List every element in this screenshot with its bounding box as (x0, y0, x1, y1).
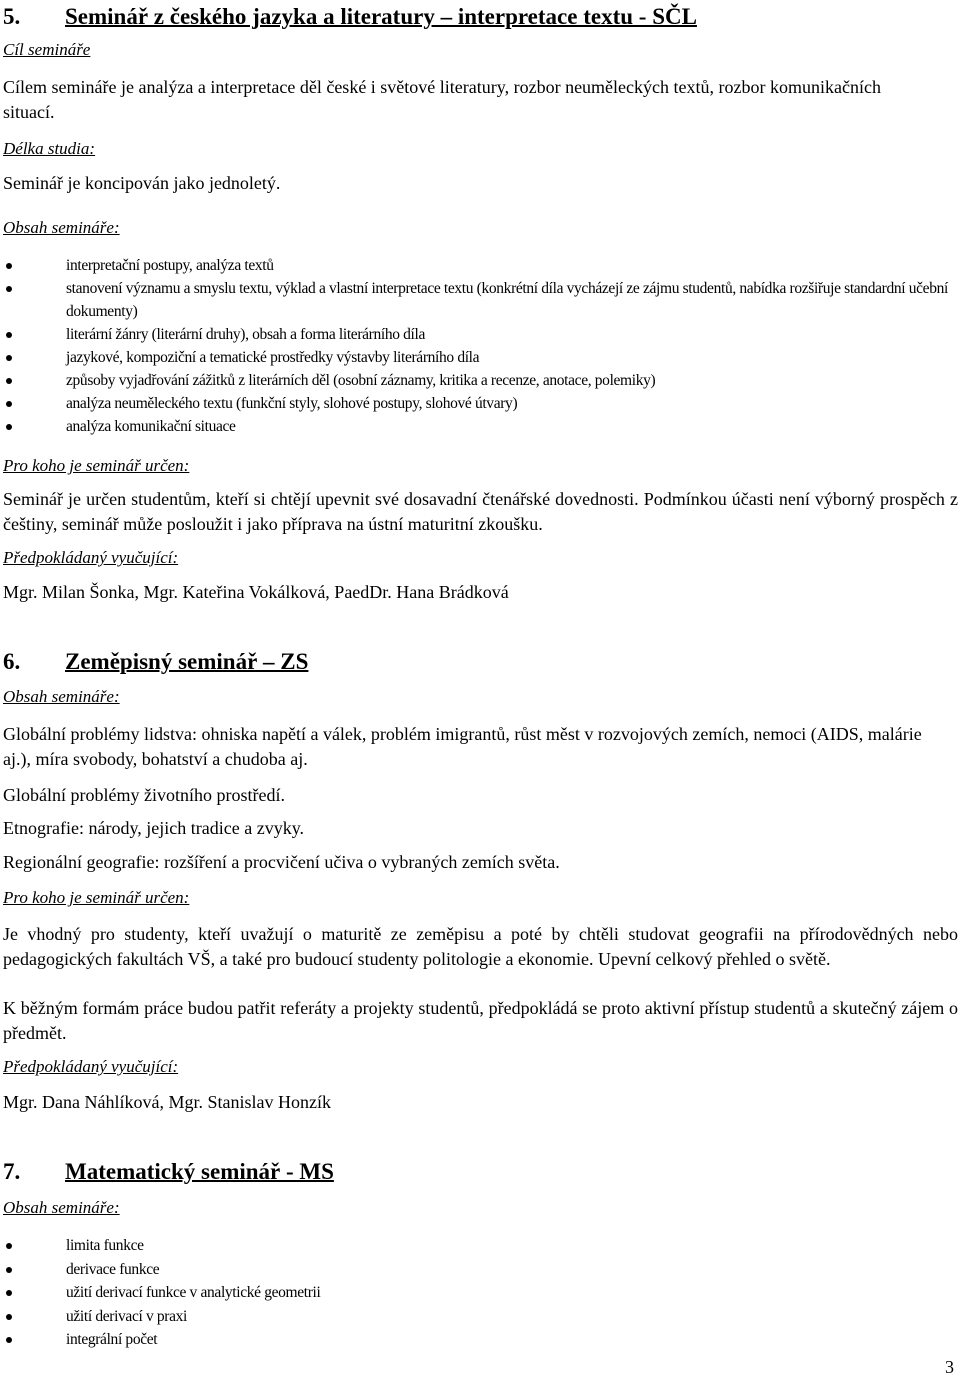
audience-label: Pro koho je seminář určen: (3, 456, 190, 475)
audience-text: Seminář je určen studentům, kteří si chtějí upevnit své dosavadní čtenářské dovednosti. Podmínkou účasti není výborný prospěch z češtiny, seminář může posloužit i jako příprava na ústní maturitní zkoušku. (3, 489, 958, 534)
list-item: interpretační postupy, analýza textů (0, 254, 960, 277)
teachers-label: Předpokládaný vyučující: (3, 548, 179, 567)
audience-label: Pro koho je seminář určen: (3, 888, 190, 907)
section-number: 7. (3, 1159, 21, 1184)
list-item: způsoby vyjadřování zážitků z literárních děl (osobní záznamy, kritika a recenze, anotace, polemiky) (0, 369, 960, 392)
section-5-heading (3, 4, 697, 30)
list-item: analýza komunikační situace (0, 415, 960, 438)
audience-text: K běžným formám práce budou patřit referáty a projekty studentů, předpokládá se proto aktivní přístup studentů a skutečný zájem o předmět. (3, 998, 958, 1043)
list-item: užití derivací funkce v analytické geometrii (0, 1281, 960, 1305)
section-title: Seminář z českého jazyka a literatury – interpretace textu - SČL (65, 4, 697, 29)
section-number: 6. (3, 649, 21, 674)
section-title: Zeměpisný seminář – ZS (65, 649, 309, 674)
bullet-icon (6, 332, 12, 338)
section-number: 5. (3, 4, 21, 29)
bullet-icon (6, 1314, 12, 1320)
section-6-heading (3, 649, 308, 675)
content-paragraph: Globální problémy lidstva: ohniska napětí a válek, problém imigrantů, růst měst v rozvojových zemích, nemoci (AIDS, malárie aj.), míra svobody, bohatství a chudoba aj. (3, 724, 922, 769)
list-item: literární žánry (literární druhy), obsah a forma literárního díla (0, 323, 960, 346)
bullet-icon (6, 1267, 12, 1273)
bullet-icon (6, 1337, 12, 1343)
length-label: Délka studia: (3, 139, 96, 158)
goal-label: Cíl semináře (3, 40, 91, 59)
content-label: Obsah semináře: (3, 1198, 120, 1217)
bullet-icon (6, 424, 12, 430)
bullet-icon (6, 355, 12, 361)
teachers-label: Předpokládaný vyučující: (3, 1057, 179, 1076)
bullet-icon (6, 401, 12, 407)
bullet-icon (6, 286, 12, 292)
teachers-text: Mgr. Milan Šonka, Mgr. Kateřina Vokálková, PaedDr. Hana Brádková (3, 582, 509, 602)
list-item: užití derivací v praxi (0, 1305, 960, 1329)
bullet-icon (6, 378, 12, 384)
length-text: Seminář je koncipován jako jednoletý. (3, 173, 281, 193)
content-paragraph: Globální problémy životního prostředí. (3, 785, 285, 805)
page-number: 3 (945, 1357, 954, 1377)
content-label: Obsah semináře: (3, 218, 120, 237)
list-item: integrální počet (0, 1328, 960, 1352)
list-item: analýza neuměleckého textu (funkční styly, slohové postupy, slohové útvary) (0, 392, 960, 415)
content-paragraph: Regionální geografie: rozšíření a procvičení učiva o vybraných zemích světa. (3, 852, 560, 872)
goal-text: Cílem semináře je analýza a interpretace děl české i světové literatury, rozbor neuměleckých textů, rozbor komunikačních situací. (3, 77, 881, 122)
list-item: stanovení významu a smyslu textu, výklad a vlastní interpretace textu (konkrétní díla vycházejí ze zájmu studentů, nabídka rozšiřuje standardní učební dokumenty) (0, 277, 960, 323)
content-paragraph: Etnografie: národy, jejich tradice a zvyky. (3, 818, 305, 838)
content-list (0, 1234, 960, 1352)
list-item: limita funkce (0, 1234, 960, 1258)
content-list (0, 254, 960, 438)
bullet-icon (6, 263, 12, 269)
bullet-icon (6, 1290, 12, 1296)
bullet-icon (6, 1243, 12, 1249)
section-7-heading (3, 1159, 334, 1185)
list-item: derivace funkce (0, 1258, 960, 1282)
list-item: jazykové, kompoziční a tematické prostředky výstavby literárního díla (0, 346, 960, 369)
section-title: Matematický seminář - MS (65, 1159, 334, 1184)
content-label: Obsah semináře: (3, 687, 120, 706)
teachers-text: Mgr. Dana Náhlíková, Mgr. Stanislav Honzík (3, 1092, 331, 1112)
audience-text: Je vhodný pro studenty, kteří uvažují o maturitě ze zeměpisu a poté by chtěli studovat geografii na přírodovědných nebo pedagogických fakultách VŠ, a také pro budoucí studenty politologie a ekonomie. Upevní celkový přehled o světě. (3, 924, 958, 969)
